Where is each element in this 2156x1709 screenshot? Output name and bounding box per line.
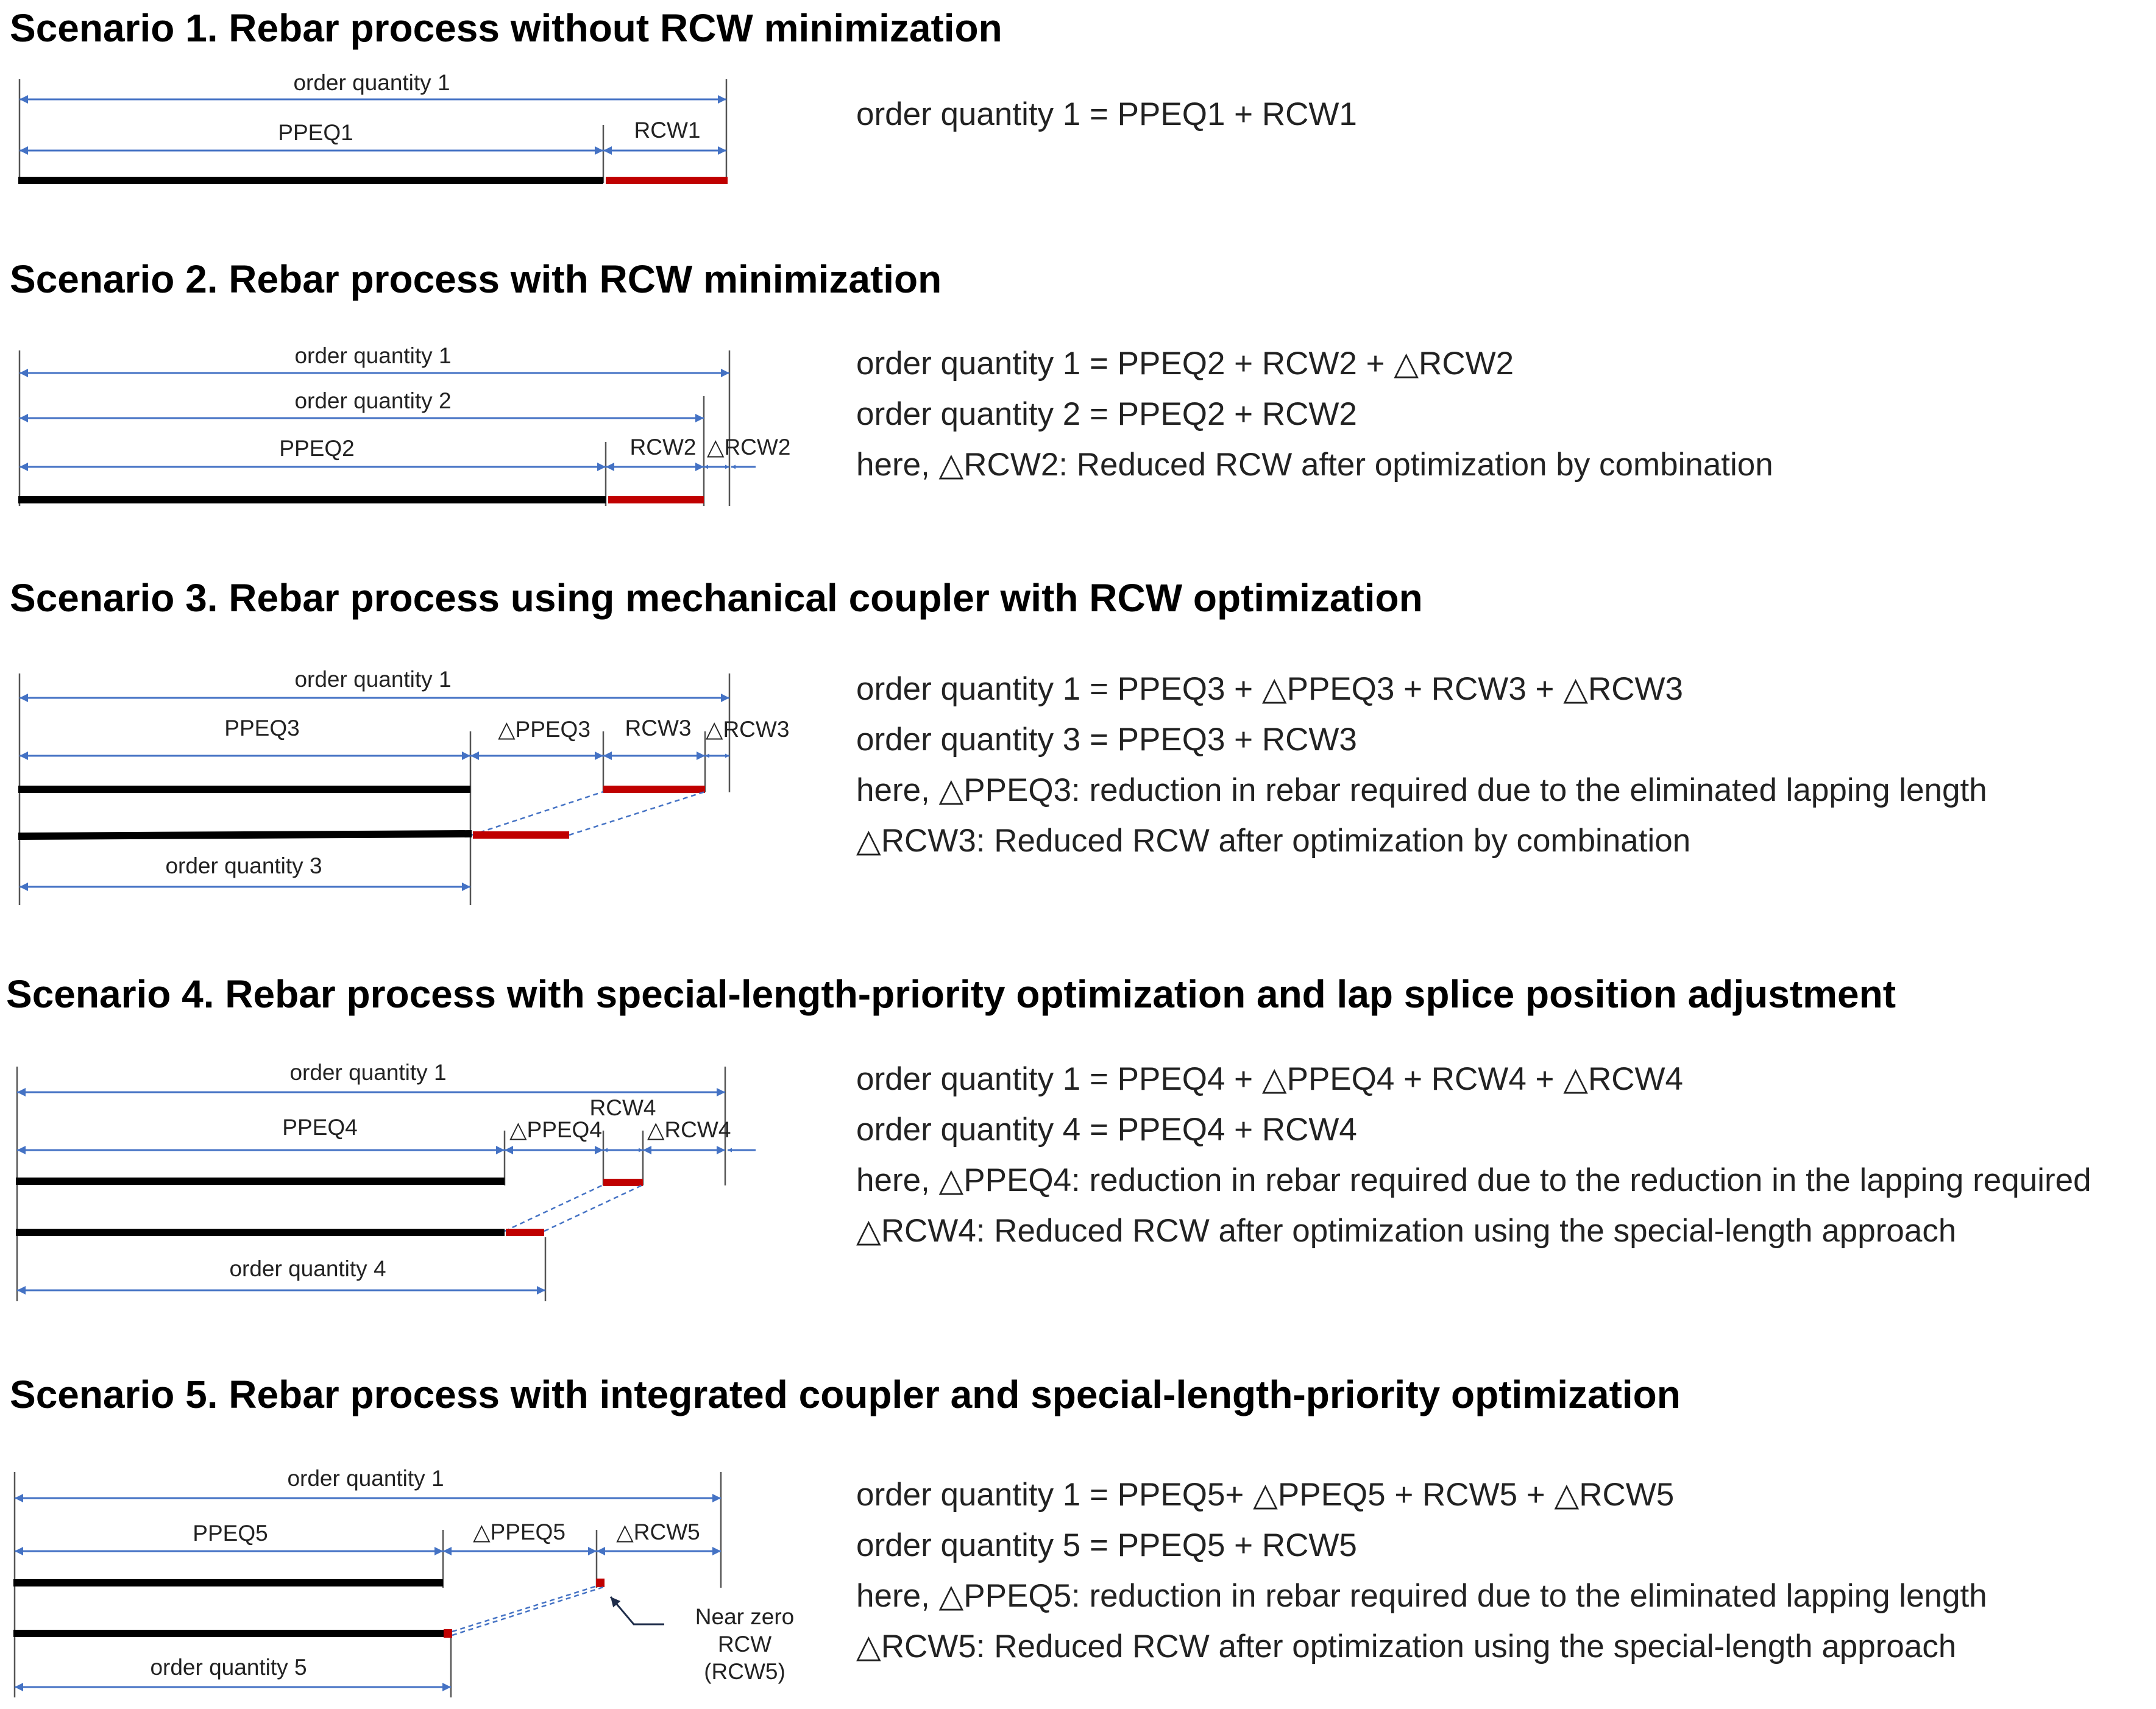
near-zero-rcw-callout-arrow bbox=[611, 1597, 664, 1624]
order-quantity-1-label: order quantity 1 bbox=[289, 1060, 447, 1085]
near-zero-rcw-label-line-1: Near zero bbox=[695, 1604, 795, 1629]
scenario-3-equation-1: order quantity 1 = PPEQ3 + △PPEQ3 + RCW3 + △RCW3 bbox=[856, 671, 1684, 707]
order-quantity-2-label: order quantity 2 bbox=[294, 388, 452, 413]
delta-ppeq4-label: △PPEQ4 bbox=[509, 1117, 602, 1142]
optimized-rebar-bar bbox=[18, 834, 472, 836]
scenario-2-title: Scenario 2. Rebar process with RCW minimization bbox=[10, 257, 942, 301]
ppeq4-label: PPEQ4 bbox=[282, 1115, 358, 1140]
delta-rcw2-label: △RCW2 bbox=[707, 435, 791, 460]
scenario-2-equation-2: order quantity 2 = PPEQ2 + RCW2 bbox=[856, 396, 1357, 432]
scenario-4-equation-4: △RCW4: Reduced RCW after optimization using the special-length approach bbox=[856, 1213, 1957, 1249]
order-quantity-4-label: order quantity 4 bbox=[229, 1256, 386, 1281]
delta-ppeq3-label: △PPEQ3 bbox=[498, 717, 590, 742]
delta-rcw4-label: △RCW4 bbox=[647, 1117, 731, 1142]
ppeq2-label: PPEQ2 bbox=[279, 436, 355, 461]
delta-rcw3-label: △RCW3 bbox=[706, 717, 790, 742]
scenario-3-equation-2: order quantity 3 = PPEQ3 + RCW3 bbox=[856, 722, 1357, 758]
rcw3-label: RCW3 bbox=[625, 716, 692, 741]
delta-rcw5-label: △RCW5 bbox=[616, 1519, 700, 1544]
order-quantity-1-label: order quantity 1 bbox=[293, 70, 450, 95]
scenario-5-title: Scenario 5. Rebar process with integrated coupler and special-length-priority optimization bbox=[10, 1373, 1681, 1416]
rcw1-label: RCW1 bbox=[634, 118, 701, 143]
scenario-5-equation-1: order quantity 1 = PPEQ5+ △PPEQ5 + RCW5 + △RCW5 bbox=[856, 1477, 1675, 1513]
relocation-guide bbox=[472, 792, 603, 835]
relocation-guide bbox=[505, 1185, 603, 1231]
scenario-4 bbox=[6, 972, 2091, 1301]
rcw2-label: RCW2 bbox=[629, 435, 697, 460]
relocation-guide bbox=[569, 792, 705, 835]
delta-ppeq5-label: △PPEQ5 bbox=[473, 1519, 566, 1544]
rcw4-label: RCW4 bbox=[589, 1095, 656, 1120]
near-zero-rcw-label-line-3: (RCW5) bbox=[704, 1659, 785, 1684]
order-quantity-1-label: order quantity 1 bbox=[294, 667, 452, 692]
scenario-3-equation-4: △RCW3: Reduced RCW after optimization by combination bbox=[856, 823, 1691, 859]
scenario-5 bbox=[10, 1373, 1987, 1697]
optimized-rcw-marker bbox=[444, 1629, 452, 1638]
ppeq3-label: PPEQ3 bbox=[224, 716, 300, 741]
scenario-4-title: Scenario 4. Rebar process with special-length-priority optimization and lap splice position adjustment bbox=[6, 972, 1896, 1016]
scenario-5-equation-4: △RCW5: Reduced RCW after optimization using the special-length approach bbox=[856, 1629, 1957, 1665]
scenario-2-equation-3: here, △RCW2: Reduced RCW after optimization by combination bbox=[856, 447, 1773, 483]
scenario-4-equation-1: order quantity 1 = PPEQ4 + △PPEQ4 + RCW4 + △RCW4 bbox=[856, 1061, 1684, 1097]
relocation-guide bbox=[452, 1586, 597, 1632]
scenario-5-equation-3: here, △PPEQ5: reduction in rebar required due to the eliminated lapping length bbox=[856, 1578, 1987, 1614]
relocation-guide bbox=[544, 1185, 643, 1231]
scenario-1 bbox=[10, 6, 1357, 183]
near-zero-rcw-label-line-2: RCW bbox=[717, 1632, 772, 1657]
scenario-5-equation-2: order quantity 5 = PPEQ5 + RCW5 bbox=[856, 1527, 1357, 1563]
scenario-3-title: Scenario 3. Rebar process using mechanical coupler with RCW optimization bbox=[10, 576, 1423, 620]
relocation-guide bbox=[452, 1587, 603, 1635]
order-quantity-5-label: order quantity 5 bbox=[150, 1655, 307, 1680]
scenario-2 bbox=[10, 257, 1773, 506]
scenario-3 bbox=[10, 576, 1987, 905]
order-quantity-1-label: order quantity 1 bbox=[294, 343, 452, 368]
near-zero-rcw-marker bbox=[596, 1579, 605, 1587]
ppeq5-label: PPEQ5 bbox=[193, 1521, 268, 1546]
scenario-4-equation-3: here, △PPEQ4: reduction in rebar required due to the reduction in the lapping required bbox=[856, 1162, 2091, 1198]
ppeq1-label: PPEQ1 bbox=[278, 120, 353, 145]
order-quantity-3-label: order quantity 3 bbox=[165, 853, 322, 878]
scenario-4-equation-2: order quantity 4 = PPEQ4 + RCW4 bbox=[856, 1112, 1357, 1148]
order-quantity-1-label: order quantity 1 bbox=[287, 1466, 444, 1491]
scenario-1-title: Scenario 1. Rebar process without RCW minimization bbox=[10, 6, 1002, 50]
scenario-2-equation-1: order quantity 1 = PPEQ2 + RCW2 + △RCW2 bbox=[856, 346, 1514, 382]
scenario-1-equation-1: order quantity 1 = PPEQ1 + RCW1 bbox=[856, 96, 1357, 132]
scenario-3-equation-3: here, △PPEQ3: reduction in rebar required due to the eliminated lapping length bbox=[856, 772, 1987, 808]
